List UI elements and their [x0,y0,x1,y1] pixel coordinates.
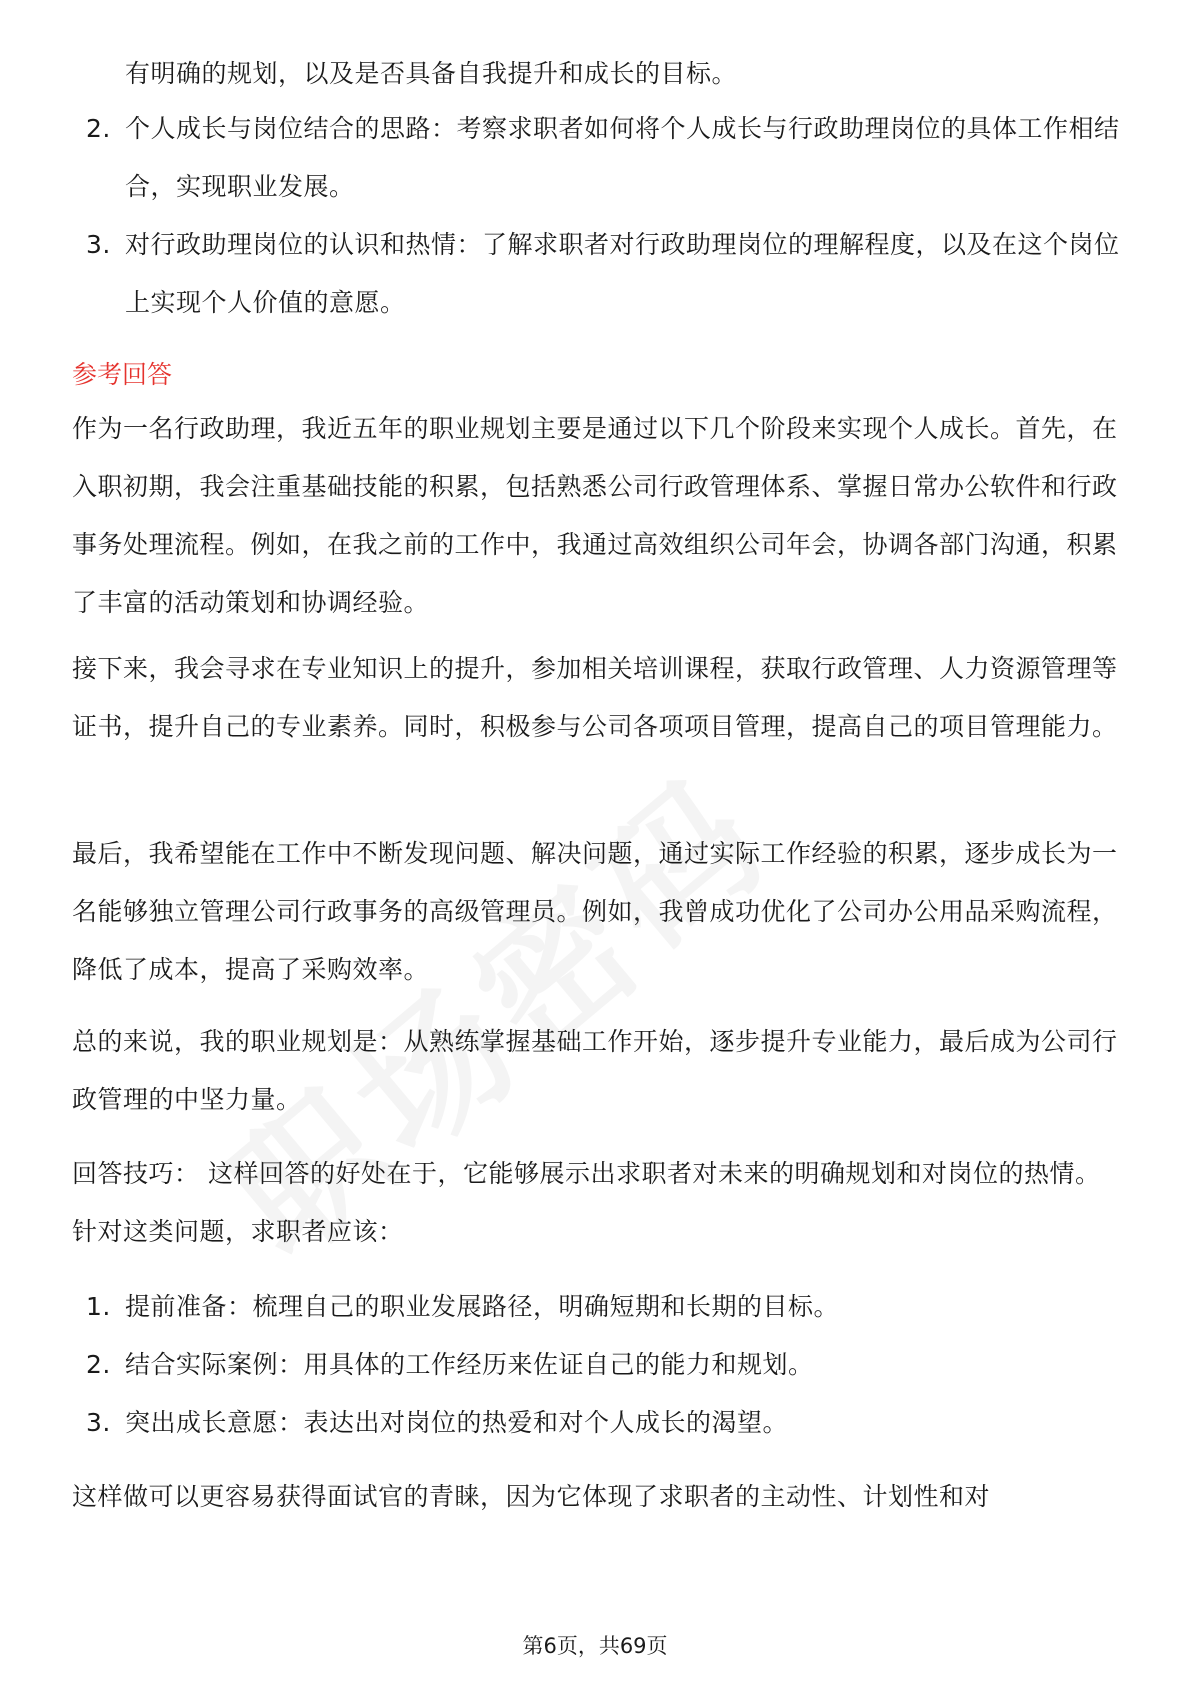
tips-list [72,1278,1132,1452]
list-item-text: 突出成长意愿：表达出对岗位的热爱和对个人成长的渴望。 [125,1408,789,1437]
list-number: 2. [86,1350,111,1379]
paragraph: 作为一名行政助理，我近五年的职业规划主要是通过以下几个阶段来实现个人成长。首先，在入职初期，我会注重基础技能的积累，包括熟悉公司行政管理体系、掌握日常办公软件和行政事务处理流程。例如，在我之前的工作中，我通过高效组织公司年会，协调各部门沟通，积累了丰富的活动策划和协调经验。 [72,414,1118,617]
top-list [72,100,1132,332]
list-item-text: 对行政助理岗位的认识和热情：了解求职者对行政助理岗位的理解程度，以及在这个岗位上实现个人价值的意愿。 [125,230,1120,317]
paragraph: 回答技巧： 这样回答的好处在于，它能够展示出求职者对未来的明确规划和对岗位的热情。针对这类问题，求职者应该： [72,1159,1101,1246]
paragraph: 总的来说，我的职业规划是：从熟练掌握基础工作开始，逐步提升专业能力，最后成为公司行政管理的中坚力量。 [72,1027,1118,1114]
continuation-text: 有明确的规划，以及是否具备自我提升和成长的目标。 [125,59,738,88]
list-number: 3. [86,1408,111,1437]
list-number: 1. [86,1292,111,1321]
list-item [72,1336,1132,1394]
paragraph: 最后，我希望能在工作中不断发现问题、解决问题，通过实际工作经验的积累，逐步成长为一名能够独立管理公司行政事务的高级管理员。例如，我曾成功优化了公司办公用品采购流程，降低了成本，提高了采购效率。 [72,839,1118,984]
page-footer: 第6页，共69页 [522,1634,668,1658]
list-item [72,1278,1132,1336]
closing-text: 这样做可以更容易获得面试官的青睐，因为它体现了求职者的主动性、计划性和对 [72,1482,991,1511]
list-item [72,1394,1132,1452]
list-number: 2. [86,114,111,143]
list-number: 3. [86,230,111,259]
list-item [72,100,1132,216]
list-item [72,216,1132,332]
paragraph: 接下来，我会寻求在专业知识上的提升，参加相关培训课程，获取行政管理、人力资源管理等证书，提升自己的专业素养。同时，积极参与公司各项项目管理，提高自己的项目管理能力。 [72,654,1118,741]
list-item-text: 提前准备：梳理自己的职业发展路径，明确短期和长期的目标。 [125,1292,840,1321]
section-title: 参考回答 [72,360,173,389]
list-item-text: 结合实际案例：用具体的工作经历来佐证自己的能力和规划。 [125,1350,814,1379]
list-item-text: 个人成长与岗位结合的思路：考察求职者如何将个人成长与行政助理岗位的具体工作相结合，实现职业发展。 [125,114,1120,201]
